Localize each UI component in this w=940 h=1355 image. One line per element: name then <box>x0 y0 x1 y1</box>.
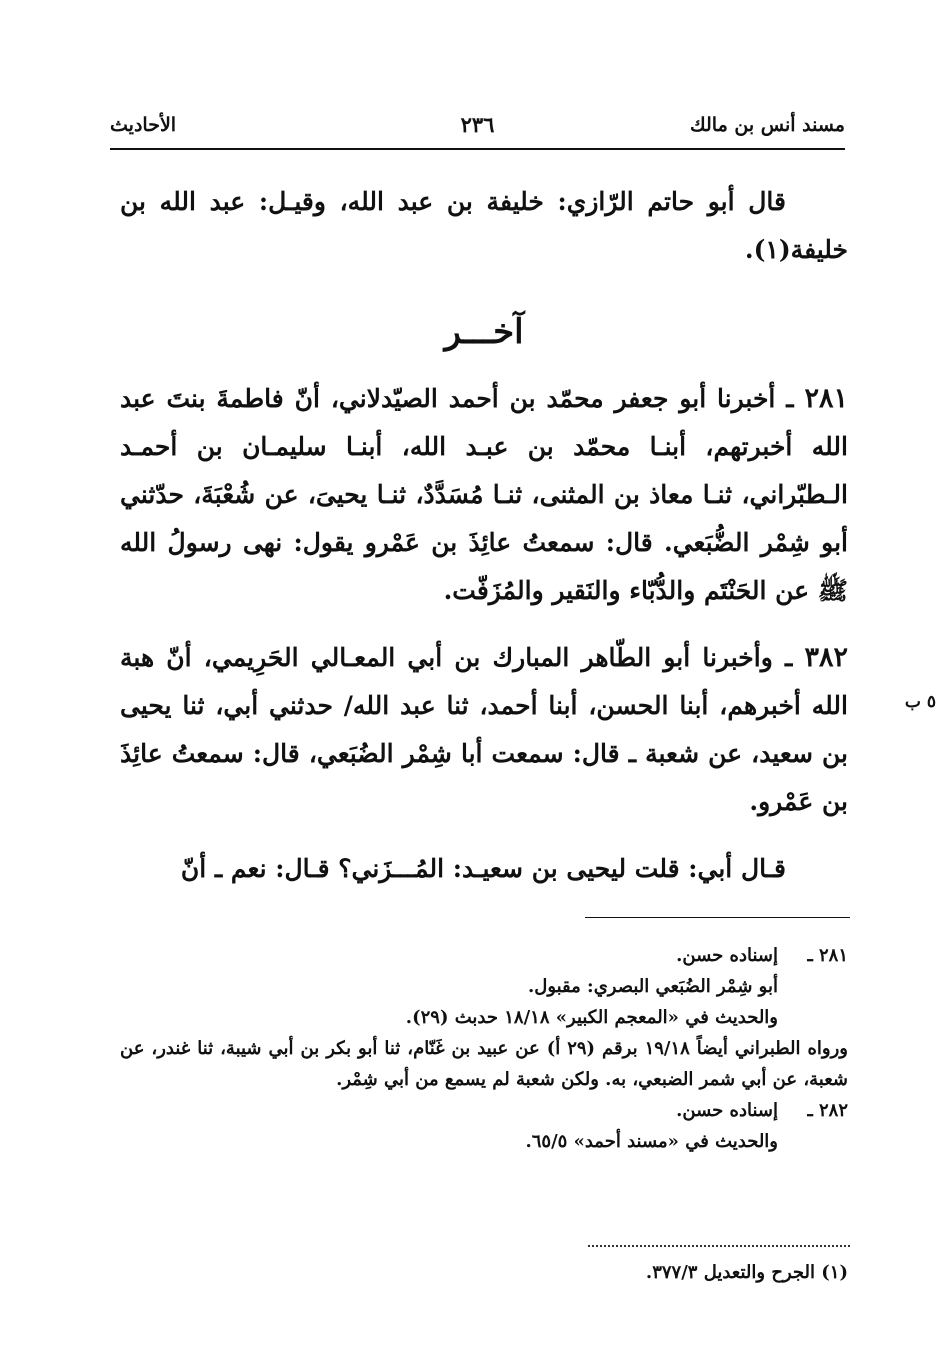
header-book-title: مسند أنس بن مالك <box>690 114 845 136</box>
intro-paragraph: قال أبو حاتم الرّازي: خليفة بن عبد الله، وقيـل: عبد الله بن خليفة(١). <box>120 187 848 264</box>
hadith-text: ـ وأخبرنا أبو الطّاهر المبارك بن أبي المعـالي الحَرِيمي، أنّ هبة الله أخبرهم، أبنا الحسن، أبنا أحمد، ثنا عبد الله/ حدثني أبي، ثنا يحيى بن سعيد، عن شعبة ـ قال: سمعت أبا شِمْر الضُبَعي، قال: سمعتُ عائِذَ بن عَمْرو. <box>120 643 848 816</box>
hadith-282 <box>120 634 848 826</box>
footnote-number: ٢٨١ ـ <box>807 945 848 966</box>
footnote-line: أبو شِمْر الضُبَعي البصري: مقبول. <box>527 976 778 997</box>
manuscript-folio-note: ٥ ب <box>904 692 936 712</box>
hadith-text: ـ أخبرنا أبو جعفر محمّد بن أحمد الصيّدلاني، أنّ فاطمةَ بنتَ عبد الله أخبرتهم، أبنـا محمّد بن عبـد الله، أبنـا سليمـان بن أحمـد الـطبّراني، ثنـا معاذ بن المثنى، ثنـا مُسَدَّدٌ، ثنـا يحيىَ، عن شُعْبَةَ، حدّثني أبو شِمْر الضُّبَعي. قال: سمعتُ عائِذَ بن عَمْرو يقول: نهى رسولُ الله ﷺ عن الحَنْتَم والدُّبّاء والنَقير والمُزَفّت. <box>120 384 848 605</box>
continuation-paragraph: قـال أبي: قلت ليحيى بن سعيـد: المُـــزَني؟ قـال: نعم ـ أنّ <box>180 854 786 883</box>
footnotes <box>120 940 848 1157</box>
editor-footnote: (١) الجرح والتعديل ٣٧٧/٣. <box>645 1262 848 1283</box>
footnote-line: ورواه الطبراني أيضاً ١٩/١٨ برقم (٢٩ أ) عن عبيد بن غَنّام، ثنا أبو بكر بن أبي شيبة، ثنا غندر، عن شعبة، عن أبي شمر الضبعي، به. ولكن شعبة لم يسمع من أبي شِمْر. <box>120 1038 849 1090</box>
footnote-line: والحديث في «المعجم الكبير» ١٨/١٨ حدبث (٢٩). <box>405 1007 778 1028</box>
footnote-line: إسناده حسن. <box>676 945 778 966</box>
footnote-separator <box>585 917 850 918</box>
header-section-name: الأحاديث <box>110 114 177 136</box>
footnote-number: ٢٨٢ ـ <box>807 1100 848 1121</box>
footnote-281 <box>120 940 848 1095</box>
section-title: آخـــر <box>444 312 524 352</box>
footnote-line: إسناده حسن. <box>676 1100 778 1121</box>
running-header <box>110 112 845 150</box>
page-number: ٢٣٦ <box>460 112 495 137</box>
hadith-number: ٣٨٢ <box>804 642 848 673</box>
bottom-footnote-separator <box>588 1245 850 1247</box>
hadith-number: ٢٨١ <box>804 383 848 414</box>
hadith-281 <box>120 375 848 615</box>
footnote-line: والحديث في «مسند أحمد» ٦٥/٥. <box>525 1131 778 1152</box>
footnote-282 <box>120 1095 848 1157</box>
